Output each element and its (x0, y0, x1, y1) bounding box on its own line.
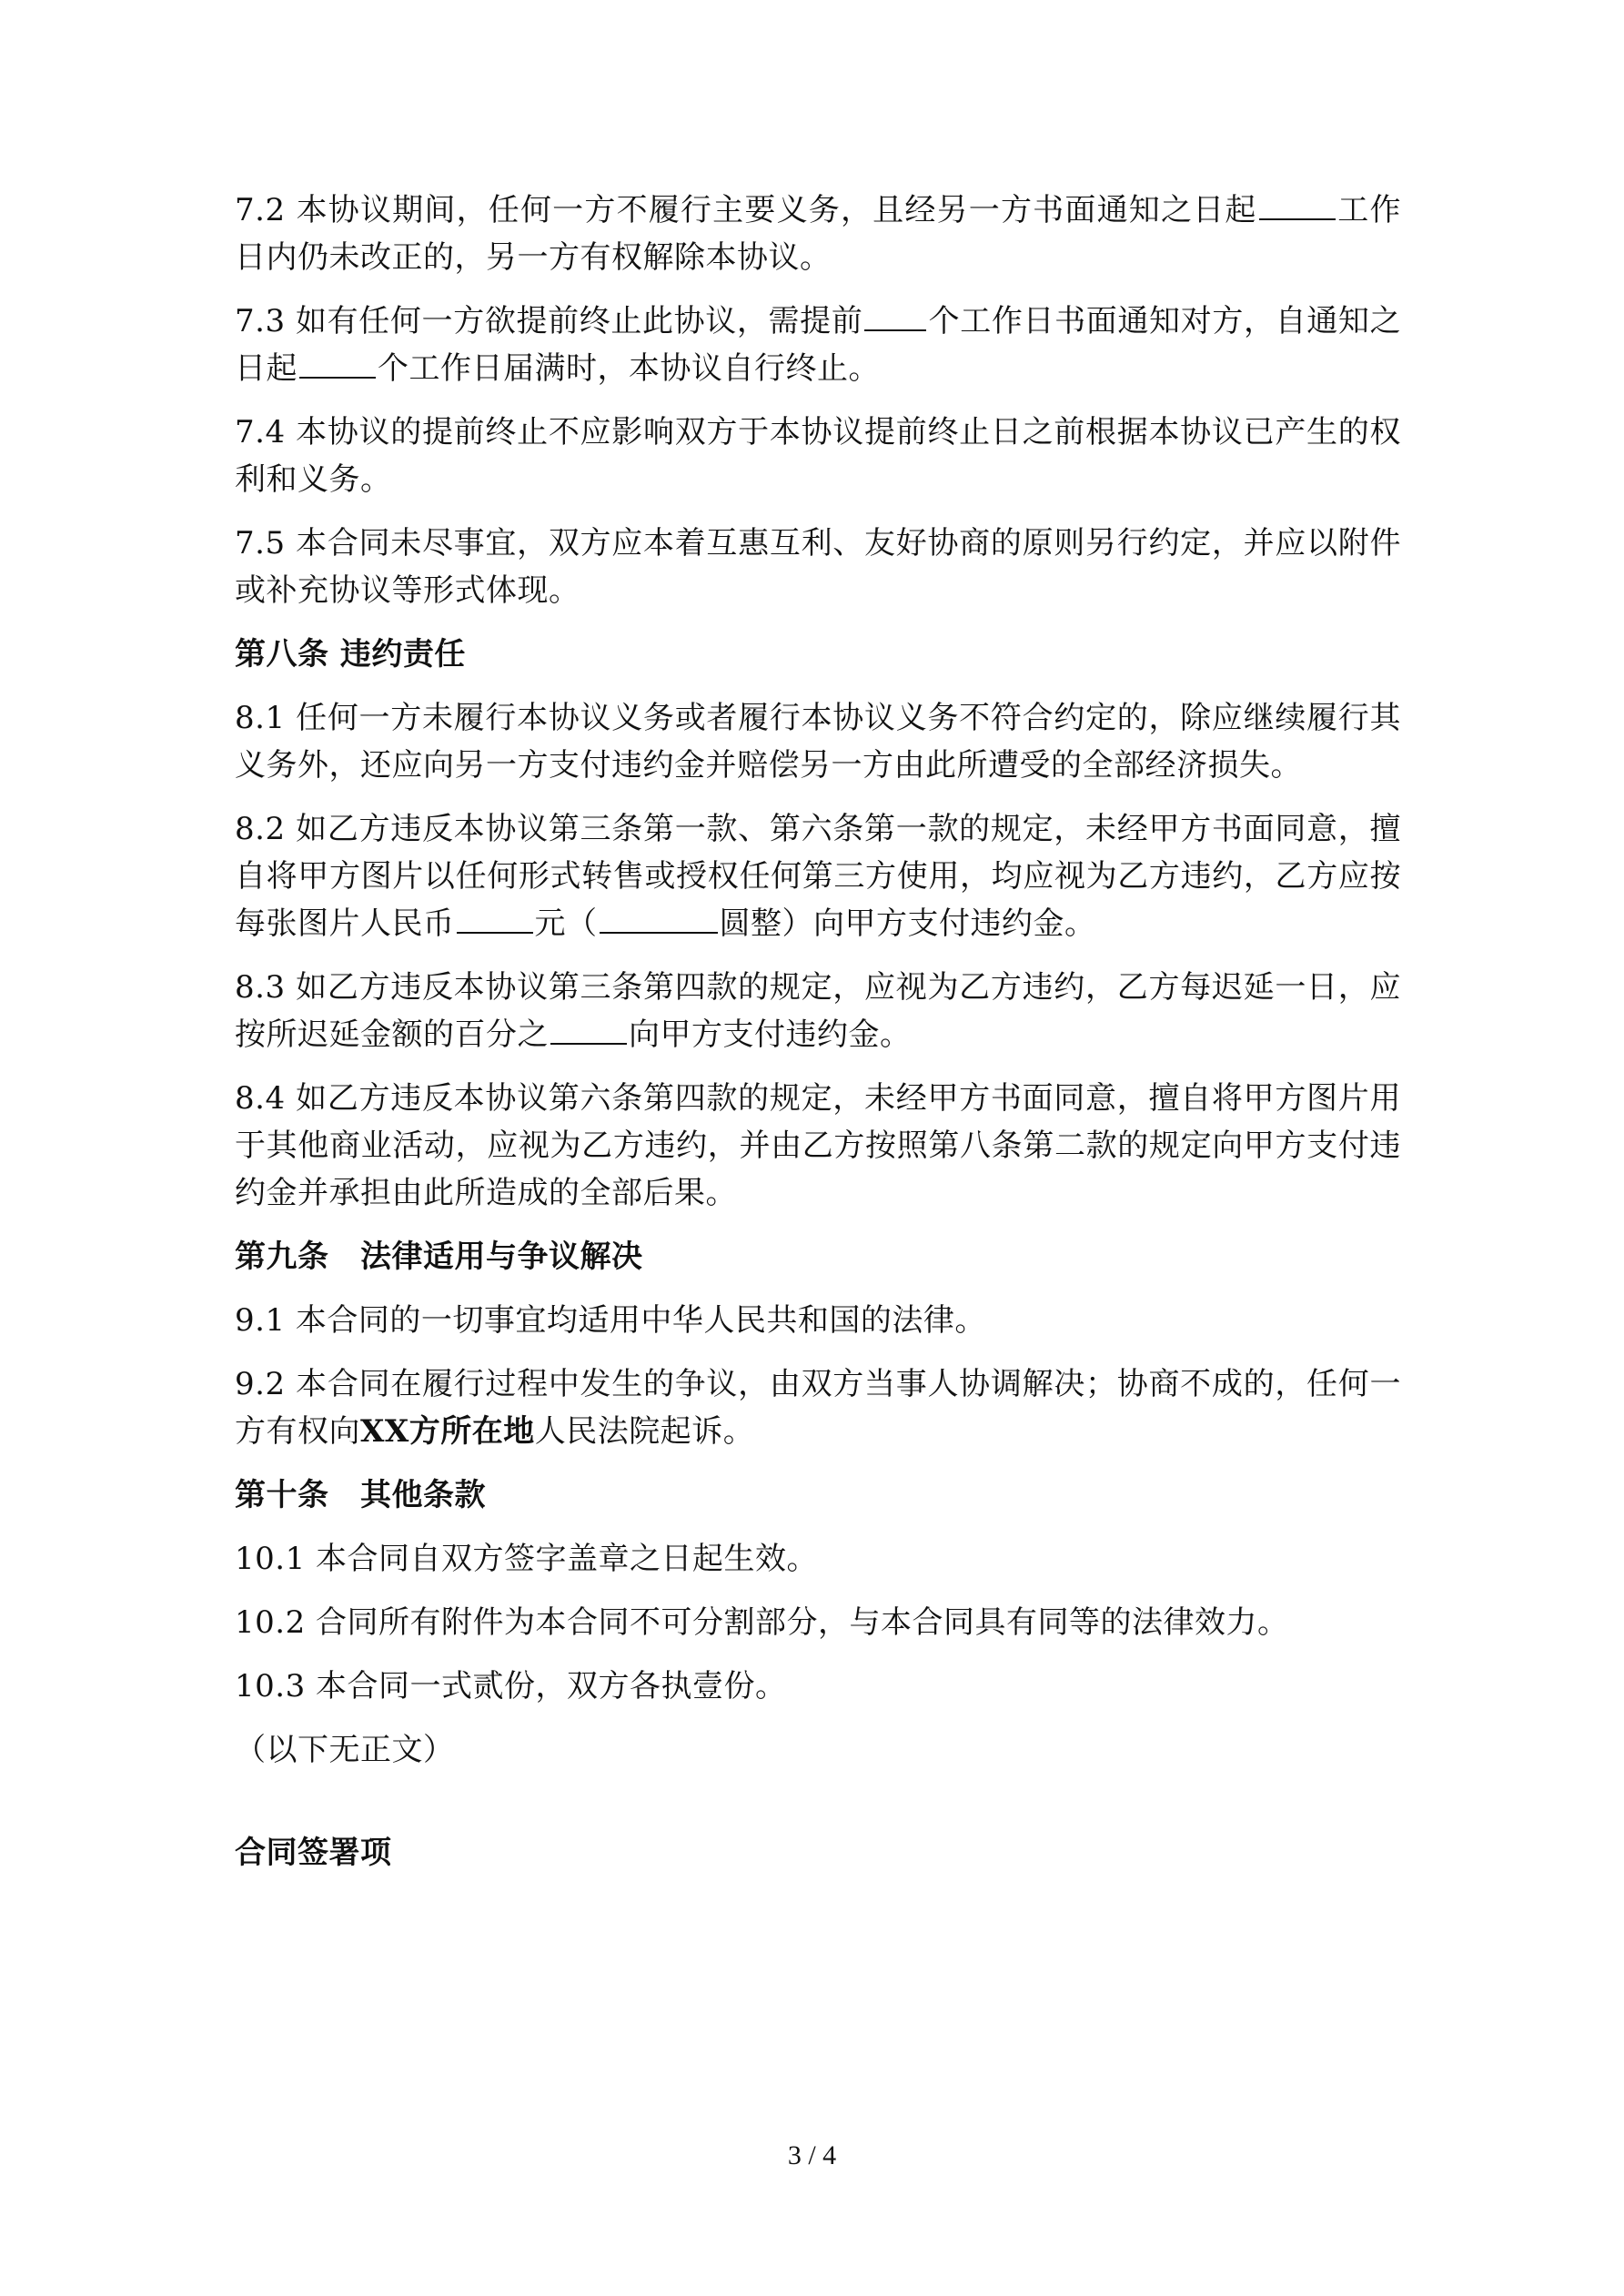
signature-section-title: 合同签署项 (235, 1835, 392, 1871)
clause-8-1: 8.1 任何一方未履行本协议义务或者履行本协议义务不符合约定的，除应继续履行其义务外，还应向另一方支付违约金并赔偿另一方由此所遭受的全部经济损失。 (235, 700, 1401, 784)
article-8-heading: 第八条 违约责任 (235, 636, 466, 673)
clause-8-2: 8.2 如乙方违反本协议第三条第一款、第六条第一款的规定，未经甲方书面同意，擅自将甲方图片以任何形式转售或授权任何第三方使用，均应视为乙方违约，乙方应按每张图片人民币 元（ 圆整）向甲方支付违约金。 (235, 811, 1401, 942)
contract-body (235, 187, 1401, 1790)
court-location: XX方所在地 (360, 1413, 535, 1450)
blank-field (299, 349, 376, 379)
blank-field (550, 1016, 627, 1045)
blank-field (1259, 191, 1336, 220)
clause-10-2: 10.2 合同所有附件为本合同不可分割部分，与本合同具有同等的法律效力。 (235, 1604, 1289, 1641)
page-number: 3 / 4 (787, 2140, 837, 2170)
blank-field (864, 302, 926, 331)
clause-10-3: 10.3 本合同一式贰份，双方各执壹份。 (235, 1668, 787, 1704)
blank-field (600, 905, 718, 934)
clause-7-3: 7.3 如有任何一方欲提前终止此协议，需提前 个工作日书面通知对方，自通知之日起 个工作日届满时，本协议自行终止。 (235, 303, 1402, 387)
clause-9-1: 9.1 本合同的一切事宜均适用中华人民共和国的法律。 (235, 1302, 986, 1339)
clause-8-4: 8.4 如乙方违反本协议第六条第四款的规定，未经甲方书面同意，擅自将甲方图片用于其他商业活动，应视为乙方违约，并由乙方按照第八条第二款的规定向甲方支付违约金并承担由此所造成的全部后果。 (235, 1080, 1401, 1211)
clause-10-1: 10.1 本合同自双方签字盖章之日起生效。 (235, 1541, 819, 1577)
blank-field (457, 905, 533, 934)
end-note: （以下无正文） (235, 1732, 455, 1768)
clause-9-2: 9.2 本合同在履行过程中发生的争议，由双方当事人协调解决；协商不成的，任何一方有权向XX方所在地人民法院起诉。 (235, 1366, 1401, 1450)
article-9-heading: 第九条 法律适用与争议解决 (235, 1239, 643, 1275)
clause-7-2: 7.2 本协议期间，任何一方不履行主要义务，且经另一方书面通知之日起 工作日内仍未改正的，另一方有权解除本协议。 (235, 192, 1401, 276)
clause-8-3: 8.3 如乙方违反本协议第三条第四款的规定，应视为乙方违约，乙方每迟延一日，应按所迟延金额的百分之 向甲方支付违约金。 (235, 969, 1401, 1053)
clause-7-5: 7.5 本合同未尽事宜，双方应本着互惠互利、友好协商的原则另行约定，并应以附件或补充协议等形式体现。 (235, 525, 1401, 609)
article-10-heading: 第十条 其他条款 (235, 1477, 486, 1513)
clause-7-4: 7.4 本协议的提前终止不应影响双方于本协议提前终止日之前根据本协议已产生的权利和义务。 (235, 414, 1401, 498)
